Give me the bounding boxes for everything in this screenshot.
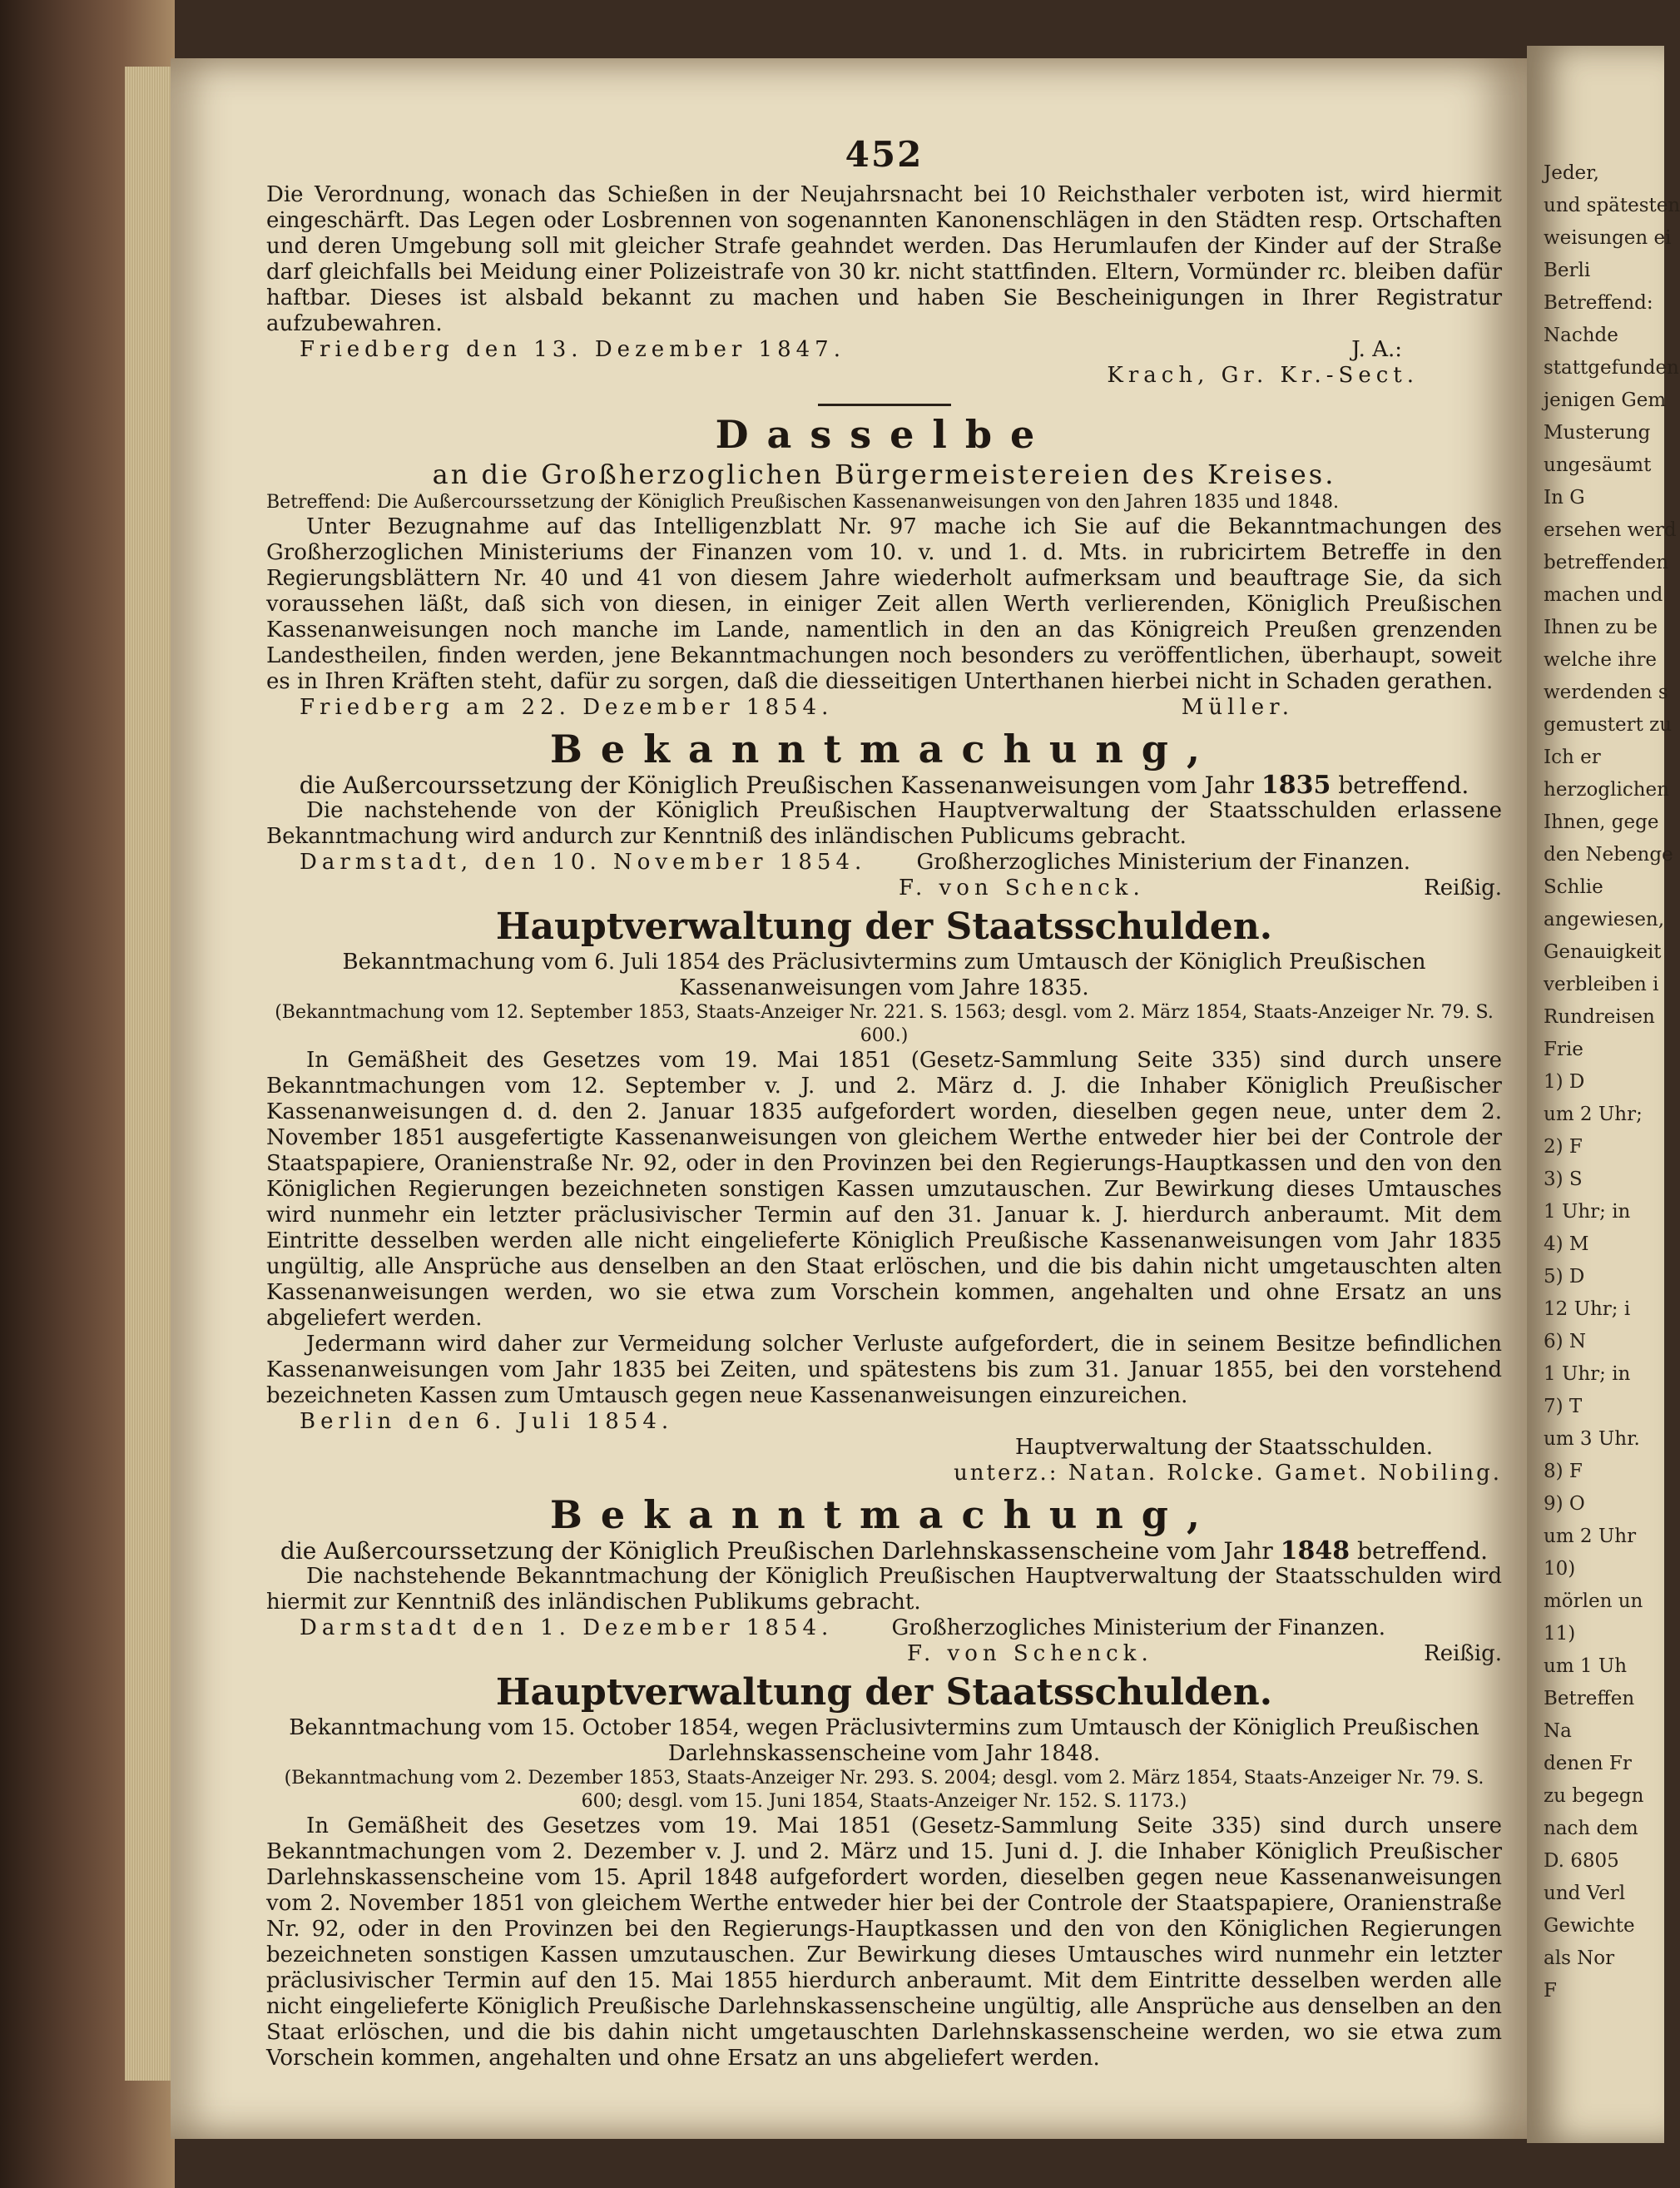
section-title: Bekanntmachung, [550, 1492, 1218, 1537]
next-page-fragment: Na [1544, 1720, 1572, 1742]
circular-paragraph: Unter Bezugnahme auf das Intelligenzblatt Nr. 97 mache ich Sie auf die Bekanntmachungen des Großherzoglichen Ministeriums der Finanzen vom 10. v. und 1. d. Mts. in rubricirtem Betreffe in den Regierungsblättern Nr. 40 und 41 von diesem Jahre wiederholt aufmerksam und beauftrage Sie, da sich voraussehen läßt, daß sich von diesen, in einiger Zeit allen Werth verlierenden, Königlich Preußischen Kassenanweisungen noch manche im Lande, namentlich in den an das Königreich Preußen grenzenden Landestheilen, finden werden, jene Bekanntmachungen noch besonders zu veröffentlichen, überhaupt, soweit es in Ihren Kräften steht, dafür zu sorgen, daß die diesseitigen Unterthanen hierbei nicht in Schaden gerathen. [266, 514, 1502, 694]
next-page-fragment: gemustert zu [1544, 714, 1673, 736]
signature: Krach, Gr. Kr.-Sect. [1107, 363, 1419, 388]
next-page-fragment: Ich er [1544, 747, 1601, 768]
next-page-fragment: den Nebenge [1544, 844, 1673, 866]
next-page-fragment: Schlie [1544, 876, 1603, 898]
announcement-paragraph: Die nachstehende Bekanntmachung der Königlich Preußischen Hauptverwaltung der Staatsschulden wird hiermit zur Kenntniß des inländischen Publikums gebracht. [266, 1564, 1502, 1615]
place-date: Friedberg am 22. Dezember 1854. [300, 695, 834, 720]
body-paragraph: In Gemäßheit des Gesetzes vom 19. Mai 1851 (Gesetz-Sammlung Seite 335) sind durch unsere Bekanntmachungen vom 2. Dezember v. J. und 2. März und 15. Juni d. J. die Inhaber Königlich Preußischer Darlehnskassenscheine vom 15. April 1848 aufgefordert worden, dieselben gegen neue Kassenanweisungen vom 2. November 1851 von gleichem Werthe entweder hier bei der Controle der Staatspapiere, Oranienstraße Nr. 92, oder in den Provinzen bei den Regierungs-Hauptkassen und den von den Königlichen Regierungen bezeichneten sonstigen Kassen umzutauschen. Zur Bewirkung dieses Umtausches wird nunmehr ein letzter präclusivischer Termin auf den 15. Mai 1855 hierdurch anberaumt. Mit dem Eintritte desselben werden alle nicht eingelieferte Königlich Preußische Darlehnskassenscheine ungültig, alle Ansprüche aus denselben an den Staat erlöschen, und die bis dahin nicht umgetauschten Darlehnskassenscheine werden, wo sie etwa zum Vorschein kommen, angehalten und ohne Ersatz an uns abgeliefert werden. [266, 1813, 1502, 2071]
next-page-fragment: herzoglichen [1544, 779, 1669, 801]
next-page-fragment: und Verl [1544, 1883, 1626, 1904]
page-number: 452 [845, 134, 924, 175]
next-page-fragment: jenigen Gem [1544, 389, 1667, 411]
next-page-fragment: Frie [1544, 1039, 1583, 1060]
next-page-fragment: und spätesten [1544, 195, 1680, 216]
signature-clerk: Reißig. [1424, 1641, 1502, 1666]
next-page-strip [1527, 46, 1680, 2143]
next-page-fragment: Musterung [1544, 422, 1651, 444]
signature-minister: F. von Schenck. [899, 876, 1145, 901]
section-title: Hauptverwaltung der Staatsschulden. [495, 1671, 1273, 1714]
next-page-fragment: Rundreisen [1544, 1006, 1655, 1028]
next-page-fragment: denen Fr [1544, 1753, 1632, 1774]
section-divider [818, 404, 951, 406]
body-paragraph: In Gemäßheit des Gesetzes vom 19. Mai 1851 (Gesetz-Sammlung Seite 335) sind durch unsere Bekanntmachungen vom 12. September v. J. und 2. März d. J. die Inhaber Königlich Preußischer Kassenanweisungen d. d. den 2. Januar 1835 aufgefordert worden, dieselben gegen neue, unter dem 2. November 1851 ausgefertigte Kassenanweisungen von gleichem Werthe entweder hier bei der Controle der Staatspapiere, Oranienstraße Nr. 92, oder in den Provinzen bei den Regierungs-Hauptkassen und den von den Königlichen Regierungen bezeichneten sonstigen Kassen umzutauschen. Zur Bewirkung dieses Umtausches wird nunmehr ein letzter präclusivischer Termin auf den 31. Januar k. J. hierdurch anberaumt. Mit dem Eintritte desselben werden alle nicht eingelieferte Königlich Preußische Kassenanweisungen vom Jahr 1835 ungültig, alle Ansprüche aus denselben an den Staat erlöschen, und die bis dahin nicht umgetauschten alten Kassenanweisungen werden, wo sie etwa zum Vorschein kommen, angehalten und ohne Ersatz an uns abgeliefert werden. [266, 1048, 1502, 1331]
next-page-fragment: 4) M [1544, 1233, 1589, 1255]
next-page-fragment: um 2 Uhr [1544, 1526, 1637, 1547]
signers: unterz.: Natan. Rolcke. Gamet. Nobiling. [954, 1461, 1502, 1486]
next-page-fragment: 11) [1544, 1623, 1576, 1645]
lead-text: Bekanntmachung vom 6. Juli 1854 des Präclusivtermins zum Umtausch der Königlich Preußischen Kassenanweisungen vom Jahre 1835. [342, 950, 1426, 1000]
section-title: Hauptverwaltung der Staatsschulden. [495, 905, 1273, 948]
next-page-fragment: 6) N [1544, 1331, 1587, 1352]
next-page-fragment: 1 Uhr; in [1544, 1201, 1631, 1223]
next-page-fragment: welche ihre [1544, 649, 1658, 671]
next-page-fragment: Betreffen [1544, 1688, 1635, 1709]
signature-clerk: Reißig. [1424, 876, 1502, 901]
next-page-fragment: Nachde [1544, 325, 1618, 346]
announcement-paragraph: Die nachstehende von der Königlich Preußischen Hauptverwaltung der Staatsschulden erlassene Bekanntmachung wird andurch zur Kenntniß des inländischen Publicums gebracht. [266, 798, 1502, 849]
next-page-fragment: 3) S [1544, 1168, 1583, 1190]
next-page-fragment: um 2 Uhr; [1544, 1104, 1643, 1125]
subtitle-year: 1835 [1261, 771, 1331, 800]
ia-note: J. A.: [1351, 337, 1402, 362]
next-page-fragment: 8) F [1544, 1461, 1583, 1482]
place-date: Darmstadt, den 10. November 1854. [300, 850, 867, 875]
ordinance-paragraph: Die Verordnung, wonach das Schießen in der Neujahrsnacht bei 10 Reichsthaler verboten ist, wird hiermit eingeschärft. Das Legen oder Losbrennen von sogenannten Kanonenschlägen in den Städten resp. Ortschaften und deren Umgebung soll mit gleicher Strafe geahndet werden. Das Herumlaufen der Kinder auf der Straße darf gleichfalls bei Meidung einer Polizeistrafe von 30 kr. nicht stattfinden. Eltern, Vormünder rc. bleiben dafür haftbar. Dieses ist alsbald bekannt zu machen und haben Sie Bescheinigungen in Ihrer Registratur aufzubewahren. [266, 182, 1502, 336]
next-page-fragment: Ihnen, gege [1544, 811, 1659, 833]
next-page-fragment: verbleiben i [1544, 974, 1659, 995]
next-page-fragment: ersehen werd [1544, 519, 1677, 541]
subtitle-text: die Außercourssetzung der Königlich Preußischen Kassenanweisungen vom Jahr [299, 772, 1254, 799]
next-page-fragment: 10) [1544, 1558, 1576, 1580]
subtitle-end: betreffend. [1338, 772, 1469, 799]
next-page-fragment: 5) D [1544, 1266, 1585, 1287]
authority: Hauptverwaltung der Staatsschulden. [1015, 1435, 1433, 1460]
section-subtitle [266, 772, 1502, 798]
place-date: Berlin den 6. Juli 1854. [300, 1409, 674, 1434]
betreff-line: Betreffend: Die Außercourssetzung der Königlich Preußischen Kassenanweisungen von den Jahren 1835 und 1848. [266, 492, 1339, 513]
section-title: Dasselbe [715, 412, 1053, 457]
next-page-fragment: machen und [1544, 584, 1663, 606]
subtitle-text: die Außercourssetzung der Königlich Preußischen Darlehnskassenscheine vom Jahr [280, 1537, 1273, 1565]
subtitle-year: 1848 [1280, 1536, 1350, 1565]
reference-note: (Bekanntmachung vom 12. September 1853, Staats-Anzeiger Nr. 221. S. 1563; desgl. vom 2. März 1854, Staats-Anzeiger Nr. 79. S. 600.) [275, 1002, 1494, 1046]
section-subtitle: an die Großherzoglichen Bürgermeistereien des Kreises. [432, 459, 1336, 490]
next-page-fragment: Genauigkeit [1544, 941, 1662, 963]
next-page-fragment: 1) D [1544, 1071, 1585, 1093]
reference-note: (Bekanntmachung vom 2. Dezember 1853, Staats-Anzeiger Nr. 293. S. 2004; desgl. vom 2. März 1854, Staats-Anzeiger Nr. 79. S. 600; desgl. vom 15. Juni 1854, Staats-Anzeiger Nr. 152. S. 1173.) [284, 1768, 1484, 1812]
next-page-fragment: Gewichte [1544, 1915, 1635, 1937]
next-page-fragment: 9) O [1544, 1493, 1585, 1515]
next-page-fragment: um 3 Uhr. [1544, 1428, 1640, 1450]
section-title: Bekanntmachung, [550, 727, 1218, 772]
next-page-fragment: zu begegn [1544, 1785, 1644, 1807]
next-page-fragment: mörlen un [1544, 1590, 1643, 1612]
next-page-fragment: In G [1544, 487, 1585, 509]
next-page-fragment: stattgefunden [1544, 357, 1679, 379]
page-content [266, 134, 1502, 2071]
lead-text: Bekanntmachung vom 15. October 1854, wegen Präclusivtermins zum Umtausch der Königlich Preußischen Darlehnskassenscheine vom Jahr 1848. [289, 1715, 1479, 1766]
next-page-fragment: ungesäumt [1544, 454, 1652, 476]
next-page-fragment: Ihnen zu be [1544, 617, 1658, 638]
next-page-fragment: F [1544, 1980, 1557, 2002]
place-date: Darmstadt den 1. Dezember 1854. [300, 1615, 834, 1640]
next-page-fragment: 7) T [1544, 1396, 1583, 1417]
signature: Müller. [1181, 695, 1294, 720]
next-page-fragment: D. 6805 [1544, 1850, 1619, 1872]
signature-minister: F. von Schenck. [907, 1641, 1153, 1666]
section-subtitle [266, 1538, 1502, 1564]
next-page-fragment: Berli [1544, 260, 1591, 281]
next-page-fragment: als Nor [1544, 1947, 1615, 1969]
subtitle-end: betreffend. [1357, 1537, 1489, 1565]
body-paragraph: Jedermann wird daher zur Vermeidung solcher Verluste aufgefordert, die in seinem Besitze befindlichen Kassenanweisungen vom Jahr 1835 bei Zeiten, und spätestens bis zum 31. Januar 1855, bei den vorstehend bezeichneten Kassen zum Umtausch gegen neue Kassenanweisungen einzureichen. [266, 1332, 1502, 1408]
next-page-fragment: angewiesen, [1544, 909, 1665, 930]
next-page-fragment: um 1 Uh [1544, 1655, 1628, 1677]
next-page-fragment: Betreffend: [1544, 292, 1653, 314]
next-page-fragment: nach dem [1544, 1818, 1638, 1839]
next-page-fragment: werdenden s [1544, 682, 1668, 703]
place-date: Friedberg den 13. Dezember 1847. [300, 337, 845, 362]
next-page-fragment: 2) F [1544, 1136, 1583, 1158]
next-page-fragment: betreffenden [1544, 552, 1669, 573]
ministry: Großherzogliches Ministerium der Finanzen. [891, 1615, 1385, 1640]
next-page-fragment: Jeder, [1544, 162, 1599, 184]
ministry: Großherzogliches Ministerium der Finanzen. [916, 850, 1410, 875]
page-edges [125, 67, 175, 2081]
next-page-fragment: 1 Uhr; in [1544, 1363, 1631, 1385]
next-page-fragment: 12 Uhr; i [1544, 1298, 1631, 1320]
next-page-fragment: weisungen ei [1544, 227, 1672, 249]
